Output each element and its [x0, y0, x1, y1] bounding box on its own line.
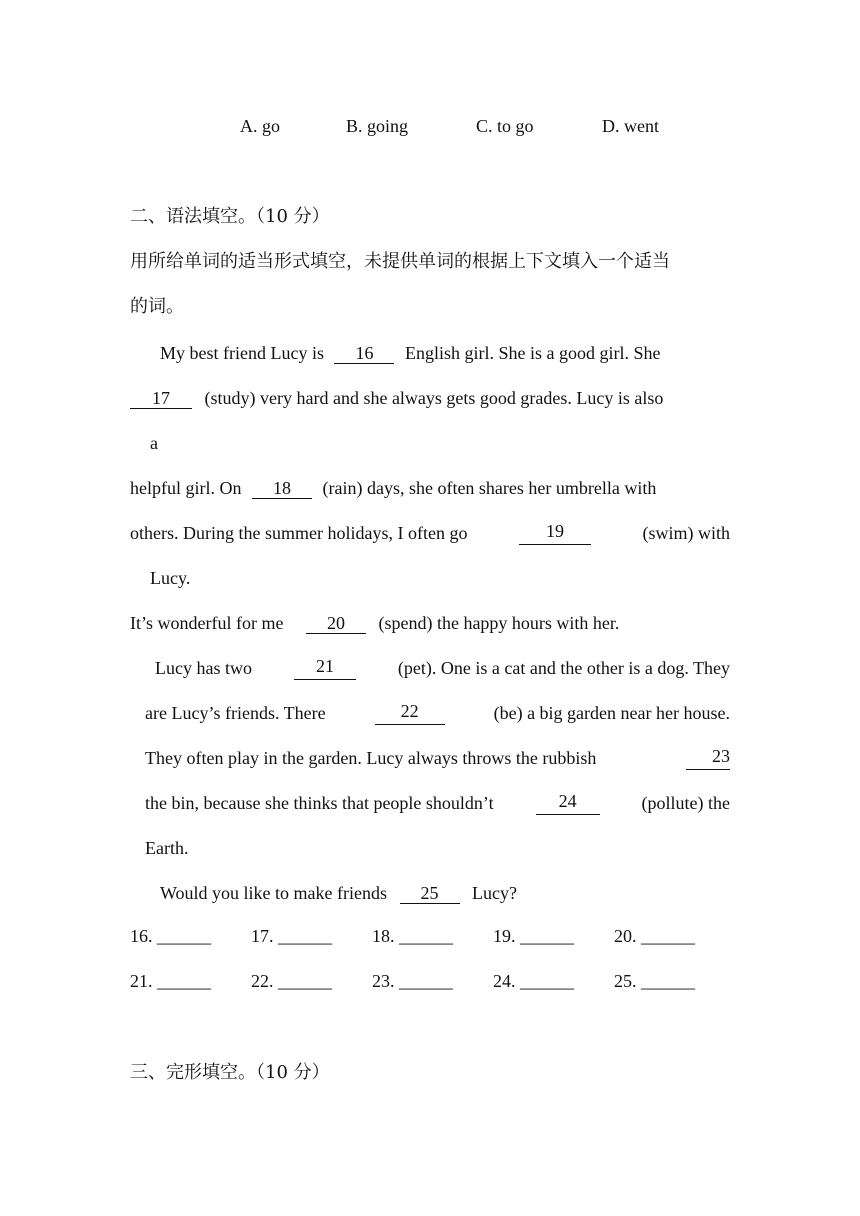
blank-20: 20: [306, 613, 366, 634]
passage-text: (be) a big garden near her house.: [493, 703, 730, 723]
passage-text: helpful girl. On: [130, 478, 242, 498]
passage-text: Lucy has two: [155, 658, 252, 678]
section-2-instruction-line-1: 用所给单词的适当形式填空，未提供单词的根据上下文填入一个适当: [130, 251, 670, 272]
passage-line-3: a: [150, 433, 158, 453]
passage-line-11: [145, 791, 730, 815]
passage-text: (study) very hard and she always gets good grades. Lucy is also: [204, 388, 664, 408]
passage-text: the bin, because she thinks that people shouldn’t: [145, 793, 494, 813]
blank-25: 25: [400, 883, 460, 904]
passage-text: They often play in the garden. Lucy always throws the rubbish: [145, 748, 597, 768]
section-2-instruction-line-2: 的词。: [130, 296, 184, 317]
blank-23: 23: [686, 746, 730, 770]
section-2-heading: 二、语法填空。（10 分）: [130, 206, 330, 227]
passage-line-12: Earth.: [145, 838, 189, 858]
passage-text: My best friend Lucy is: [160, 343, 324, 363]
answer-17: 17. ______: [251, 926, 332, 946]
answer-25: 25. ______: [614, 971, 695, 991]
blank-22: 22: [375, 701, 445, 725]
blank-17: 17: [130, 388, 192, 409]
passage-line-2: [130, 386, 730, 410]
blank-19: 19: [519, 521, 591, 545]
passage-text: Would you like to make friends: [160, 883, 388, 903]
passage-line-4: [130, 476, 656, 500]
passage-text: (spend) the happy hours with her.: [378, 613, 620, 633]
option-d: D. went: [602, 116, 659, 136]
answer-19: 19. ______: [493, 926, 574, 946]
passage-line-1: [160, 341, 660, 365]
passage-text: (swim) with: [642, 523, 730, 543]
passage-text: others. During the summer holidays, I often go: [130, 523, 468, 543]
passage-line-13: [160, 881, 517, 905]
passage-line-10: [145, 746, 730, 770]
passage-text: Lucy?: [472, 883, 517, 903]
passage-text: (pollute) the: [641, 793, 730, 813]
passage-text: English girl. She is a good girl. She: [404, 343, 661, 363]
answer-20: 20. ______: [614, 926, 695, 946]
passage-text: It’s wonderful for me: [130, 613, 284, 633]
passage-text: are Lucy’s friends. There: [145, 703, 326, 723]
passage-line-8: [155, 656, 730, 680]
section-3-heading: 三、完形填空。（10 分）: [130, 1062, 330, 1083]
passage-text: (pet). One is a cat and the other is a dog. They: [397, 658, 730, 678]
option-b: B. going: [346, 116, 409, 136]
answer-18: 18. ______: [372, 926, 453, 946]
answer-24: 24. ______: [493, 971, 574, 991]
blank-16: 16: [334, 343, 394, 364]
blank-24: 24: [536, 791, 600, 815]
answer-21: 21. ______: [130, 971, 211, 991]
passage-line-9: [145, 701, 730, 725]
answer-22: 22. ______: [251, 971, 332, 991]
answer-16: 16. ______: [130, 926, 211, 946]
passage-line-7: [130, 611, 619, 635]
passage-text: (rain) days, she often shares her umbrella with: [322, 478, 657, 498]
passage-line-5: [130, 521, 730, 545]
answer-23: 23. ______: [372, 971, 453, 991]
option-a: A. go: [240, 116, 280, 136]
blank-18: 18: [252, 478, 312, 499]
blank-21: 21: [294, 656, 356, 680]
passage-line-6: Lucy.: [150, 568, 191, 588]
option-c: C. to go: [476, 116, 534, 136]
